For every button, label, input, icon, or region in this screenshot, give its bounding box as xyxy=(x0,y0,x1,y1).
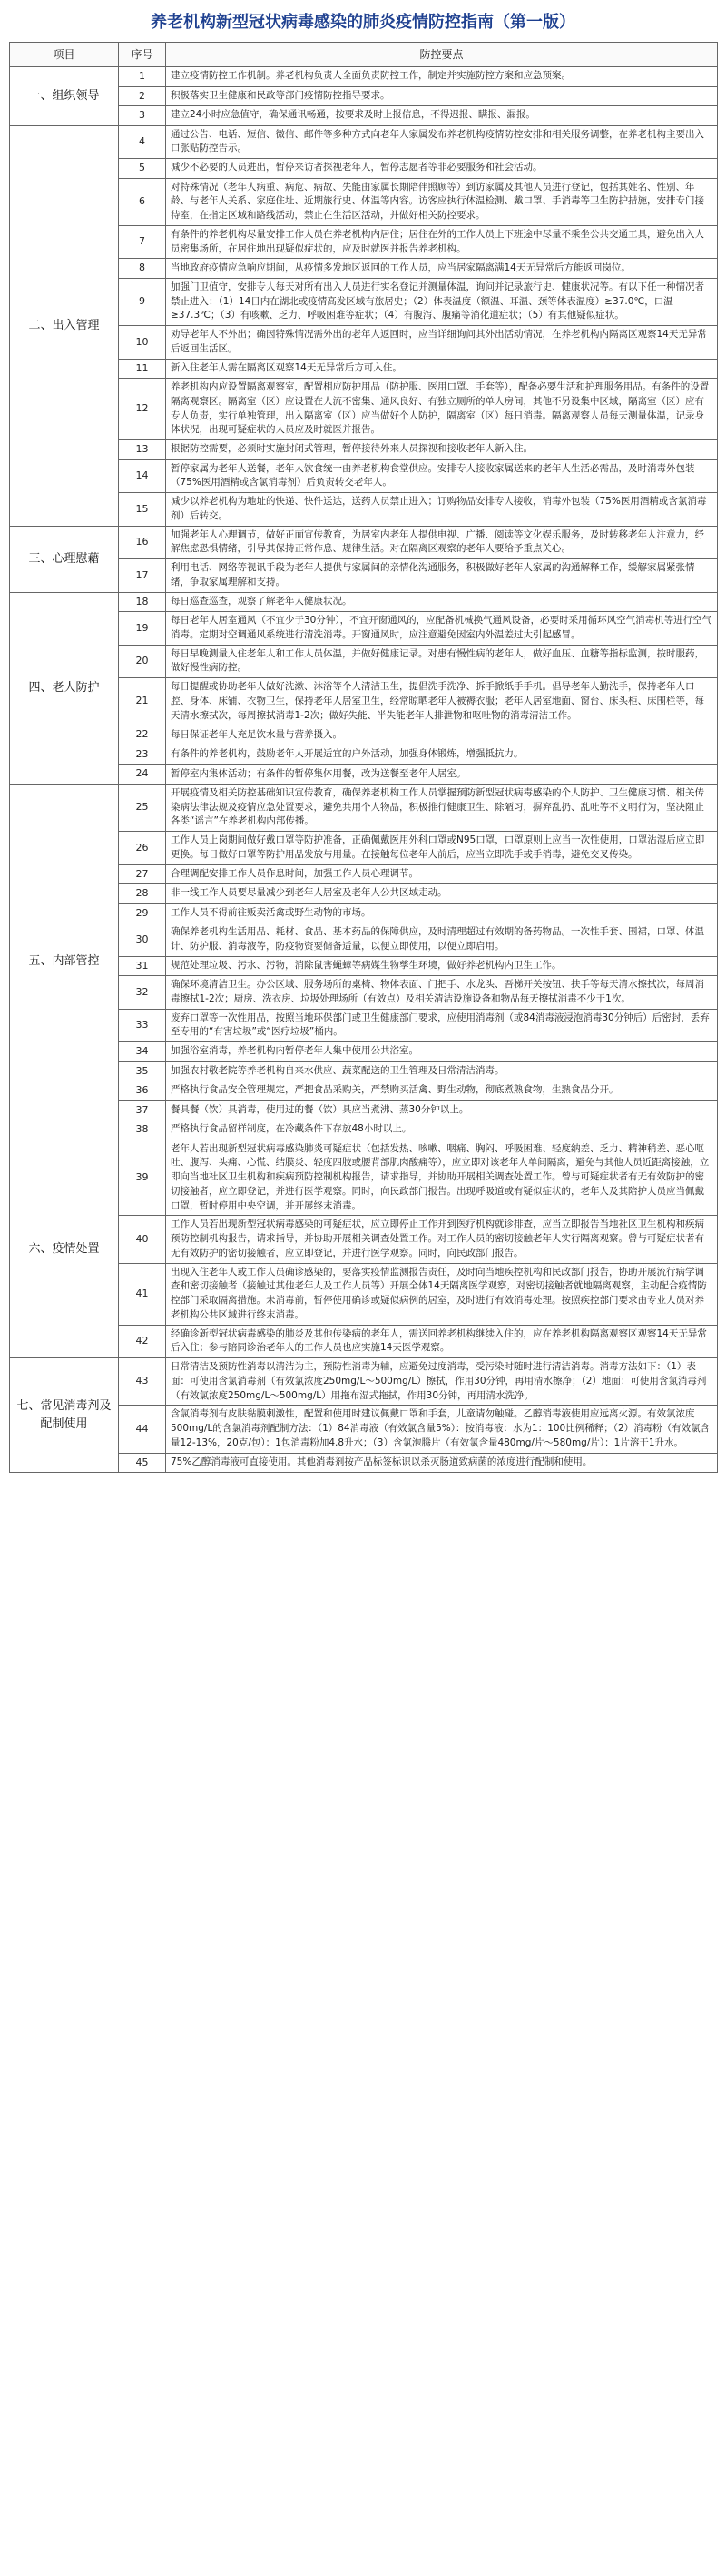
section-label: 一、组织领导 xyxy=(10,67,119,126)
row-number: 1 xyxy=(119,67,166,87)
row-content: 利用电话、网络等视讯手段为老年人提供与家属间的亲情化沟通服务，积极做好老年人家属的沟通解释工作，缓解家属紧张情绪，争取家属理解和支持。 xyxy=(166,559,718,593)
header-num: 序号 xyxy=(119,43,166,67)
row-number: 42 xyxy=(119,1325,166,1358)
row-number: 41 xyxy=(119,1263,166,1325)
row-content: 劝导老年人不外出；确因特殊情况需外出的老年人返回时，应当详细询问其外出活动情况，在养老机构内隔离区观察14天无异常后返回生活区。 xyxy=(166,326,718,360)
row-number: 26 xyxy=(119,832,166,865)
row-content: 规范处理垃圾、污水、污物，消除鼠害蝇蟑等病媒生物孳生环境，做好养老机构内卫生工作。 xyxy=(166,956,718,976)
row-content: 对特殊情况（老年人病重、病危、病故、失能由家属长期陪伴照顾等）到访家属及其他人员进行登记，包括其姓名、性别、年龄、与老年人关系、家庭住址、近期旅行史、体温等内容。访客应执行体温检测、戴口罩、手消毒等卫生防护措施，安排专门接待室，在指定区域和路线活动，禁止在生活区活动，并做好相关防控要求。 xyxy=(166,178,718,225)
row-content: 含氯消毒剂有皮肤黏膜刺激性，配置和使用时建议佩戴口罩和手套，儿童请勿触碰。乙醇消毒液使用应远离火源。有效氯浓度500mg/L的含氯消毒剂配制方法：（1）84消毒液（有效氯含量5%）：按消毒液：水为1：100比例稀释；（2）消毒粉（有效氯含量12-13%，20克/包）：1包消毒粉加4.8升水；（3）含氯泡腾片（有效氯含量480mg/片～580mg/片）：1片溶于1升水。 xyxy=(166,1406,718,1453)
table-row xyxy=(10,526,718,559)
header-content: 防控要点 xyxy=(166,43,718,67)
row-content: 积极落实卫生健康和民政等部门疫情防控指导要求。 xyxy=(166,86,718,106)
row-content: 减少以养老机构为地址的快递、快件送达，送药人员禁止进入；订购物品安排专人接收，消毒外包装（75%医用酒精或含氯消毒剂）后转交。 xyxy=(166,493,718,527)
table-row xyxy=(10,784,718,831)
row-content: 每日老年人居室通风（不宜少于30分钟），不宜开窗通风的，应配备机械换气通风设备，必要时采用循环风空气消毒机等进行空气消毒。定期对空调通风系统进行清洗消毒。开窗通风时，应注意避免因室内外温差过大引起感冒。 xyxy=(166,612,718,646)
row-content: 加强农村敬老院等养老机构自来水供应、蔬菜配送的卫生管理及日常清洁消毒。 xyxy=(166,1061,718,1081)
row-number: 39 xyxy=(119,1140,166,1216)
row-number: 19 xyxy=(119,612,166,646)
row-content: 建立24小时应急值守，确保通讯畅通，按要求及时上报信息，不得迟报、瞒报、漏报。 xyxy=(166,106,718,126)
row-number: 16 xyxy=(119,526,166,559)
table-row xyxy=(10,592,718,612)
table-row xyxy=(10,1358,718,1406)
table-row xyxy=(10,125,718,159)
row-content: 严格执行食品留样制度，在冷藏条件下存放48小时以上。 xyxy=(166,1120,718,1140)
row-number: 31 xyxy=(119,956,166,976)
row-content: 每日提醒或协助老年人做好洗漱、沐浴等个人清洁卫生，提倡洗手洗净、拆手掀纸手手机。倡导老年人勤洗手，保持老年人口腔、身体、床铺、衣物卫生，保持老年人居室卫生，经常晾晒老年人被褥衣服；老年人居室地面、窗台、床头柜、床围栏等，每天清水擦拭次，每周擦拭消毒1-2次；做好失能、半失能老年人排泄物和呕吐物的消毒清洁工作。 xyxy=(166,678,718,725)
row-content: 确保养老机构生活用品、耗材、食品、基本药品的保障供应，及时清理超过有效期的备药物品。一次性手套、围裙，口罩、体温计、防护服、消毒液等，防疫物资要储备适量，以便立即使用，以便立即启用。 xyxy=(166,923,718,957)
row-content: 每日巡查巡查，观察了解老年人健康状况。 xyxy=(166,592,718,612)
row-content: 工作人员上岗期间做好戴口罩等防护准备，正确佩戴医用外科口罩或N95口罩，口罩原则上应当一次性使用，口罩沾湿后应立即更换。每日做好口罩等防护用品发放与用量。在接触每位老年人前后，应当立即洗手或手消毒，避免交叉传染。 xyxy=(166,832,718,865)
row-content: 经确诊新型冠状病毒感染的肺炎及其他传染病的老年人，需送回养老机构继续入住的，应在养老机构隔离观察区观察14天无异常后入住；参与陪同诊治老年人的工作人员也应实施14天医学观察。 xyxy=(166,1325,718,1358)
row-content: 餐具餐（饮）具消毒，使用过的餐（饮）具应当煮沸、蒸30分钟以上。 xyxy=(166,1100,718,1120)
row-number: 28 xyxy=(119,884,166,904)
row-content: 加强浴室消毒，养老机构内暂停老年人集中使用公共浴室。 xyxy=(166,1042,718,1062)
row-content: 确保环境清洁卫生。办公区域、服务场所的桌椅、物体表面、门把手、水龙头、吾梯开关按钮、扶手等每天清水擦拭次，每周消毒擦拭1-2次；厨房、洗衣房、垃圾处理场所（有效点）及相关清洁设施设备和物品每天擦拭消毒不少于1次。 xyxy=(166,976,718,1010)
row-number: 27 xyxy=(119,864,166,884)
table-row xyxy=(10,1140,718,1216)
row-content: 减少不必要的人员进出，暂停来访者探视老年人，暂停志愿者等非必要服务和社会活动。 xyxy=(166,159,718,179)
section-label: 三、心理慰藉 xyxy=(10,526,119,592)
document-title: 养老机构新型冠状病毒感染的肺炎疫情防控指南（第一版） xyxy=(151,13,575,32)
row-content: 老年人若出现新型冠状病毒感染肺炎可疑症状（包括发热、咳嗽、咽痛、胸闷、呼吸困难、轻度纳差、乏力、精神稍差、恶心呕吐、腹泻、头痛、心慌、结膜炎、轻度四肢或腰背部肌肉酸痛等），应立即对该老年人单间隔离，避免与其他人员近距离接触，立即向当地社区卫生机构和疾病预防控制机构报告，请求指导，并协助开展相关调查处置工作。曾与可疑症状者有无有效防护的密切接触者，应立即登记，并进行医学观察。同时，向民政部门报告。出现呼吸道或有疑似症状的，老年人及其陪护人员应当佩戴口罩，暂时停用中央空调，并开展终末消毒。 xyxy=(166,1140,718,1216)
table-header-row xyxy=(10,43,718,67)
row-number: 11 xyxy=(119,359,166,379)
row-number: 6 xyxy=(119,178,166,225)
row-content: 每日早晚测量入住老年人和工作人员体温，并做好健康记录。对患有慢性病的老年人，做好血压、血糖等指标监测，按时服药，做好慢性病防控。 xyxy=(166,645,718,678)
row-content: 暂停室内集体活动；有条件的暂停集体用餐，改为送餐至老年人居室。 xyxy=(166,765,718,785)
row-number: 32 xyxy=(119,976,166,1010)
row-content: 日常清洁及预防性消毒以清洁为主，预防性消毒为辅，应避免过度消毒，受污染时随时进行清洁消毒。消毒方法如下：（1）表面：可使用含氯消毒剂（有效氯浓度250mg/L～500mg/L）擦拭，作用30分钟，再用清水擦净；（2）地面：可使用含氯消毒剂（有效氯浓度250mg/L～500mg/L）用拖布湿式拖拭，作用30分钟，再用清水洗净。 xyxy=(166,1358,718,1406)
row-number: 5 xyxy=(119,159,166,179)
row-content: 有条件的养老机构，鼓励老年人开展适宜的户外活动，加强身体锻炼，增强抵抗力。 xyxy=(166,745,718,765)
row-number: 12 xyxy=(119,379,166,440)
row-content: 工作人员不得前往贩卖活禽或野生动物的市场。 xyxy=(166,903,718,923)
row-content: 非一线工作人员要尽量减少到老年人居室及老年人公共区域走动。 xyxy=(166,884,718,904)
table-body xyxy=(10,67,718,1473)
row-number: 40 xyxy=(119,1216,166,1263)
row-content: 加强门卫值守，安排专人每天对所有出入人员进行实名登记并测量体温，询问并记录旅行史、健康状况等。有以下任一种情况者禁止进入：（1）14日内在湖北或疫情高发区域有旅居史；（2）体表温度（额温、耳温、颈等体表温度）≥37.0℃，口温≥37.3℃；（3）有咳嗽、乏力、呼吸困难等症状；（4）有腹泻、腹痛等消化道症状；（5）有其他疑似症状。 xyxy=(166,278,718,325)
row-content: 开展疫情及相关防控基础知识宣传教育，确保养老机构工作人员掌握预防新型冠状病毒感染的个人防护、卫生健康习惯、相关传染病法律法规及疫情应急处置要求，避免共用个人物品，积极推行健康卫生、除陋习，摒弃乱扔、乱吐等不文明行为，坚决阻止各类“谣言”在养老机构内部传播。 xyxy=(166,784,718,831)
section-label: 四、老人防护 xyxy=(10,592,119,784)
row-number: 35 xyxy=(119,1061,166,1081)
row-number: 4 xyxy=(119,125,166,159)
section-label: 五、内部管控 xyxy=(10,784,119,1140)
row-number: 18 xyxy=(119,592,166,612)
row-number: 14 xyxy=(119,459,166,493)
row-number: 45 xyxy=(119,1453,166,1473)
row-content: 养老机构内应设置隔离观察室，配置相应防护用品（防护服、医用口罩、手套等），配备必要生活和护理服务用品。有条件的设置隔离观察区。隔离室（区）应设置在人流不密集、通风良好、有独立厕所的单人房间，其他不另设集中区域，隔离室（区）应有专人负责，实行单独管理，出入隔离室（区）应当做好个人防护，隔离室（区）每日消毒。隔离观察人员每天测量体温，记录身体状况，出现可疑症状的人员应及时就医并报告。 xyxy=(166,379,718,440)
row-content: 废弃口罩等一次性用品，按照当地环保部门或卫生健康部门要求，应使用消毒剂（或84消毒液浸泡消毒30分钟后）后密封，丢弃至专用的“有害垃圾”或“医疗垃圾”桶内。 xyxy=(166,1009,718,1042)
row-number: 21 xyxy=(119,678,166,725)
row-number: 30 xyxy=(119,923,166,957)
row-number: 43 xyxy=(119,1358,166,1406)
row-content: 新入住老年人需在隔离区观察14天无异常后方可入住。 xyxy=(166,359,718,379)
row-content: 建立疫情防控工作机制。养老机构负责人全面负责防控工作，制定并实施防控方案和应急预案。 xyxy=(166,67,718,87)
row-number: 44 xyxy=(119,1406,166,1453)
row-number: 17 xyxy=(119,559,166,593)
row-number: 33 xyxy=(119,1009,166,1042)
header-item: 项目 xyxy=(10,43,119,67)
row-number: 24 xyxy=(119,765,166,785)
row-number: 7 xyxy=(119,225,166,259)
row-number: 37 xyxy=(119,1100,166,1120)
row-number: 29 xyxy=(119,903,166,923)
row-number: 23 xyxy=(119,745,166,765)
row-content: 严格执行食品安全管理规定，严把食品采购关，严禁购买活禽、野生动物，彻底煮熟食物，生熟食品分开。 xyxy=(166,1081,718,1101)
row-content: 工作人员若出现新型冠状病毒感染的可疑症状，应立即停止工作并到医疗机构就诊排查，应当立即报告当地社区卫生机构和疾病预防控制机构报告，请求指导，并协助开展相关调查处置工作。对工作人员的密切接触老年人实行隔离观察。曾与可疑症状者有无有效防护的密切接触者，应立即登记，并进行医学观察。同时，向民政部门报告。 xyxy=(166,1216,718,1263)
row-number: 2 xyxy=(119,86,166,106)
row-number: 38 xyxy=(119,1120,166,1140)
row-number: 15 xyxy=(119,493,166,527)
section-label: 六、疫情处置 xyxy=(10,1140,119,1358)
document-page xyxy=(9,0,717,1473)
row-content: 出现入住老年人或工作人员确诊感染的，要落实疫情监测报告责任，及时向当地疾控机构和民政部门报告，协助开展流行病学调查和密切接触者（接触过其他老年人及工作人员等）开展全体14天隔离医学观察，对密切接触者就地隔离观察，主动配合疫情防控部门采取隔离措施。未消毒前，暂停使用确诊或疑似病例的居室，及时进行有效消毒处理。按照疾控部门要求由专业人员对养老机构公共区域进行终末消毒。 xyxy=(166,1263,718,1325)
row-content: 75%乙醇消毒液可直接使用。其他消毒剂按产品标签标识以杀灭肠道致病菌的浓度进行配制和使用。 xyxy=(166,1453,718,1473)
row-content: 根据防控需要，必须时实施封闭式管理，暂停接待外来人员探视和接收老年人新入住。 xyxy=(166,440,718,460)
row-content: 当地政府疫情应急响应期间，从疫情多发地区返回的工作人员，应当居家隔离满14天无异常后方能返回岗位。 xyxy=(166,259,718,279)
row-number: 36 xyxy=(119,1081,166,1101)
guideline-table xyxy=(9,42,718,1473)
row-number: 9 xyxy=(119,278,166,325)
row-content: 暂停家属为老年人送餐，老年人饮食统一由养老机构食堂供应。安排专人接收家属送来的老年人生活必需品，及时消毒外包装（75%医用酒精或含氯消毒剂）后负责转交老年人。 xyxy=(166,459,718,493)
row-number: 25 xyxy=(119,784,166,831)
row-number: 20 xyxy=(119,645,166,678)
row-number: 13 xyxy=(119,440,166,460)
row-number: 22 xyxy=(119,725,166,745)
table-row xyxy=(10,67,718,87)
row-content: 加强老年人心理调节，做好正面宣传教育，为居室内老年人提供电视、广播、阅读等文化娱乐服务，及时转移老年人注意力，纾解焦虑恐惧情绪，引导其保持正常作息、规律生活。对在隔离区观察的老年人要给予重点关心。 xyxy=(166,526,718,559)
row-number: 10 xyxy=(119,326,166,360)
section-label: 二、出入管理 xyxy=(10,125,119,526)
row-number: 3 xyxy=(119,106,166,126)
section-label: 七、常见消毒剂及配制使用 xyxy=(10,1358,119,1473)
row-number: 8 xyxy=(119,259,166,279)
row-number: 34 xyxy=(119,1042,166,1062)
row-content: 有条件的养老机构尽量安排工作人员在养老机构内居住；居住在外的工作人员上下班途中尽量不乘坐公共交通工具，避免出入人员密集场所，在居住地出现疑似症状的，应及时就医并报告养老机构。 xyxy=(166,225,718,259)
row-content: 每日保证老年人充足饮水量与营养摄入。 xyxy=(166,725,718,745)
row-content: 通过公告、电话、短信、微信、邮件等多种方式向老年人家属发布养老机构疫情防控安排和相关服务调整，在养老机构主要出入口张贴防控告示。 xyxy=(166,125,718,159)
row-content: 合理调配安排工作人员作息时间，加强工作人员心理调节。 xyxy=(166,864,718,884)
